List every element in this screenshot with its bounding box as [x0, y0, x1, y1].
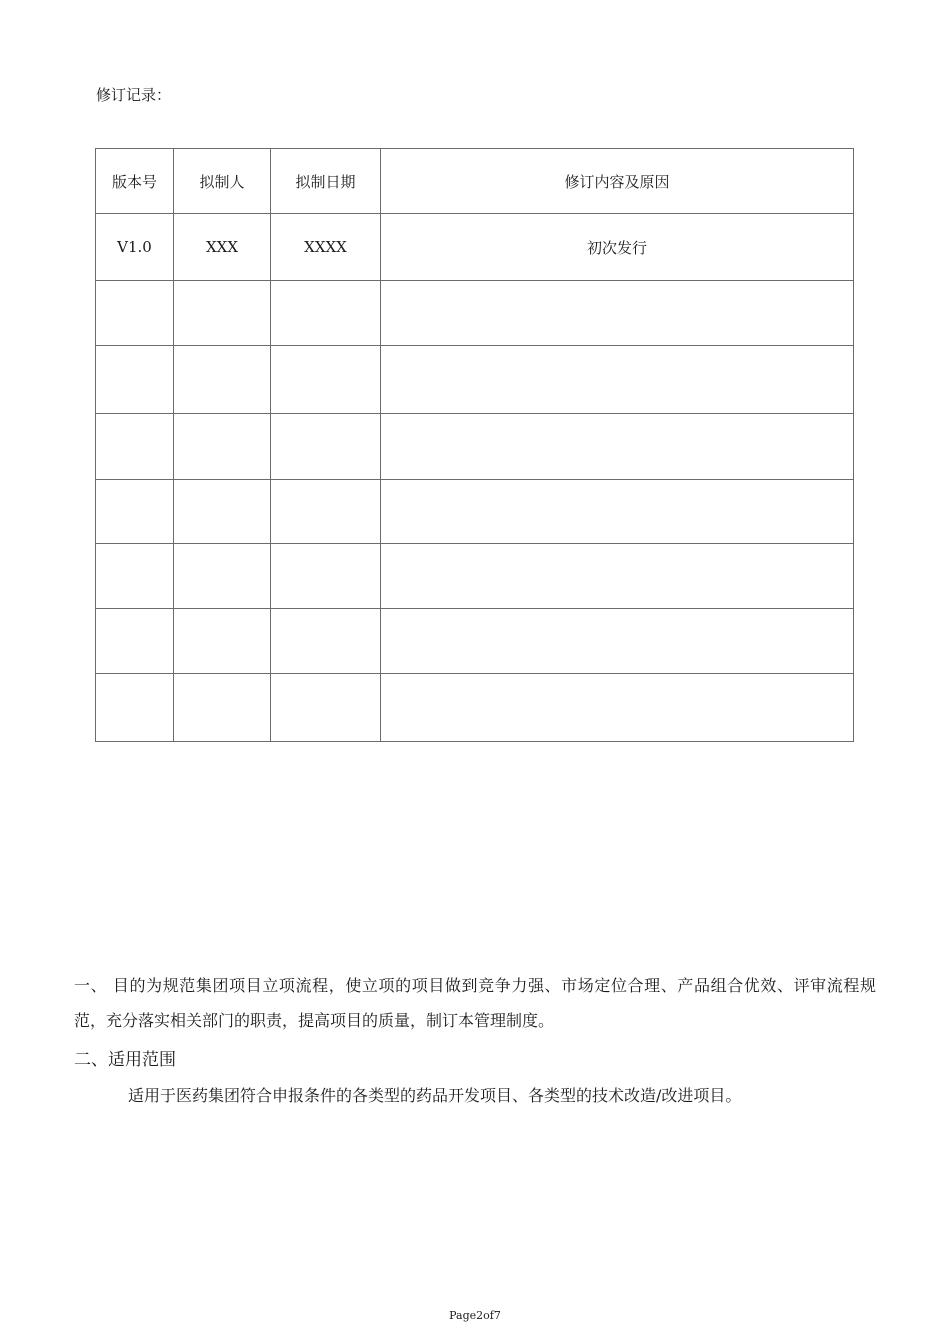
cell-date — [271, 674, 381, 742]
cell-author — [174, 414, 271, 480]
cell-author: XXX — [174, 214, 271, 281]
table-row — [96, 480, 854, 544]
section-purpose: 一、 目的为规范集团项目立项流程，使立项的项目做到竞争力强、市场定位合理、产品组合优效、评审流程规范，充分落实相关部门的职责，提高项目的质量，制订本管理制度。 — [74, 976, 876, 1030]
cell-date — [271, 480, 381, 544]
table-row — [96, 281, 854, 346]
table-row — [96, 544, 854, 609]
section-scope-body: 适用于医药集团符合申报条件的各类型的药品开发项目、各类型的技术改造/改进项目。 — [128, 1086, 742, 1105]
page-footer: Page2of7 — [449, 1309, 501, 1322]
header-date: 拟制日期 — [271, 149, 381, 214]
table-row — [96, 214, 854, 281]
cell-date: XXXX — [271, 214, 381, 281]
cell-version — [96, 281, 174, 346]
cell-date — [271, 281, 381, 346]
header-author: 拟制人 — [174, 149, 271, 214]
cell-content — [381, 544, 854, 609]
cell-version — [96, 346, 174, 414]
cell-date — [271, 414, 381, 480]
cell-content — [381, 414, 854, 480]
cell-author — [174, 346, 271, 414]
table-row — [96, 346, 854, 414]
header-content: 修订内容及原因 — [381, 149, 854, 214]
cell-content — [381, 480, 854, 544]
cell-version — [96, 414, 174, 480]
cell-content — [381, 674, 854, 742]
cell-author — [174, 281, 271, 346]
table-row — [96, 414, 854, 480]
cell-date — [271, 544, 381, 609]
cell-content: 初次发行 — [381, 214, 854, 281]
cell-version — [96, 480, 174, 544]
header-version: 版本号 — [96, 149, 174, 214]
cell-content — [381, 346, 854, 414]
cell-date — [271, 346, 381, 414]
cell-version — [96, 544, 174, 609]
revision-record-title: 修订记录： — [96, 86, 172, 104]
cell-author — [174, 544, 271, 609]
cell-author — [174, 609, 271, 674]
cell-version — [96, 674, 174, 742]
table-header-row — [96, 149, 854, 214]
cell-version: V1.0 — [96, 214, 174, 281]
cell-author — [174, 480, 271, 544]
revision-table — [95, 148, 854, 742]
section-scope-heading: 二、适用范围 — [74, 1050, 176, 1070]
cell-author — [174, 674, 271, 742]
table-row — [96, 609, 854, 674]
cell-content — [381, 281, 854, 346]
cell-date — [271, 609, 381, 674]
cell-version — [96, 609, 174, 674]
table-row — [96, 674, 854, 742]
cell-content — [381, 609, 854, 674]
